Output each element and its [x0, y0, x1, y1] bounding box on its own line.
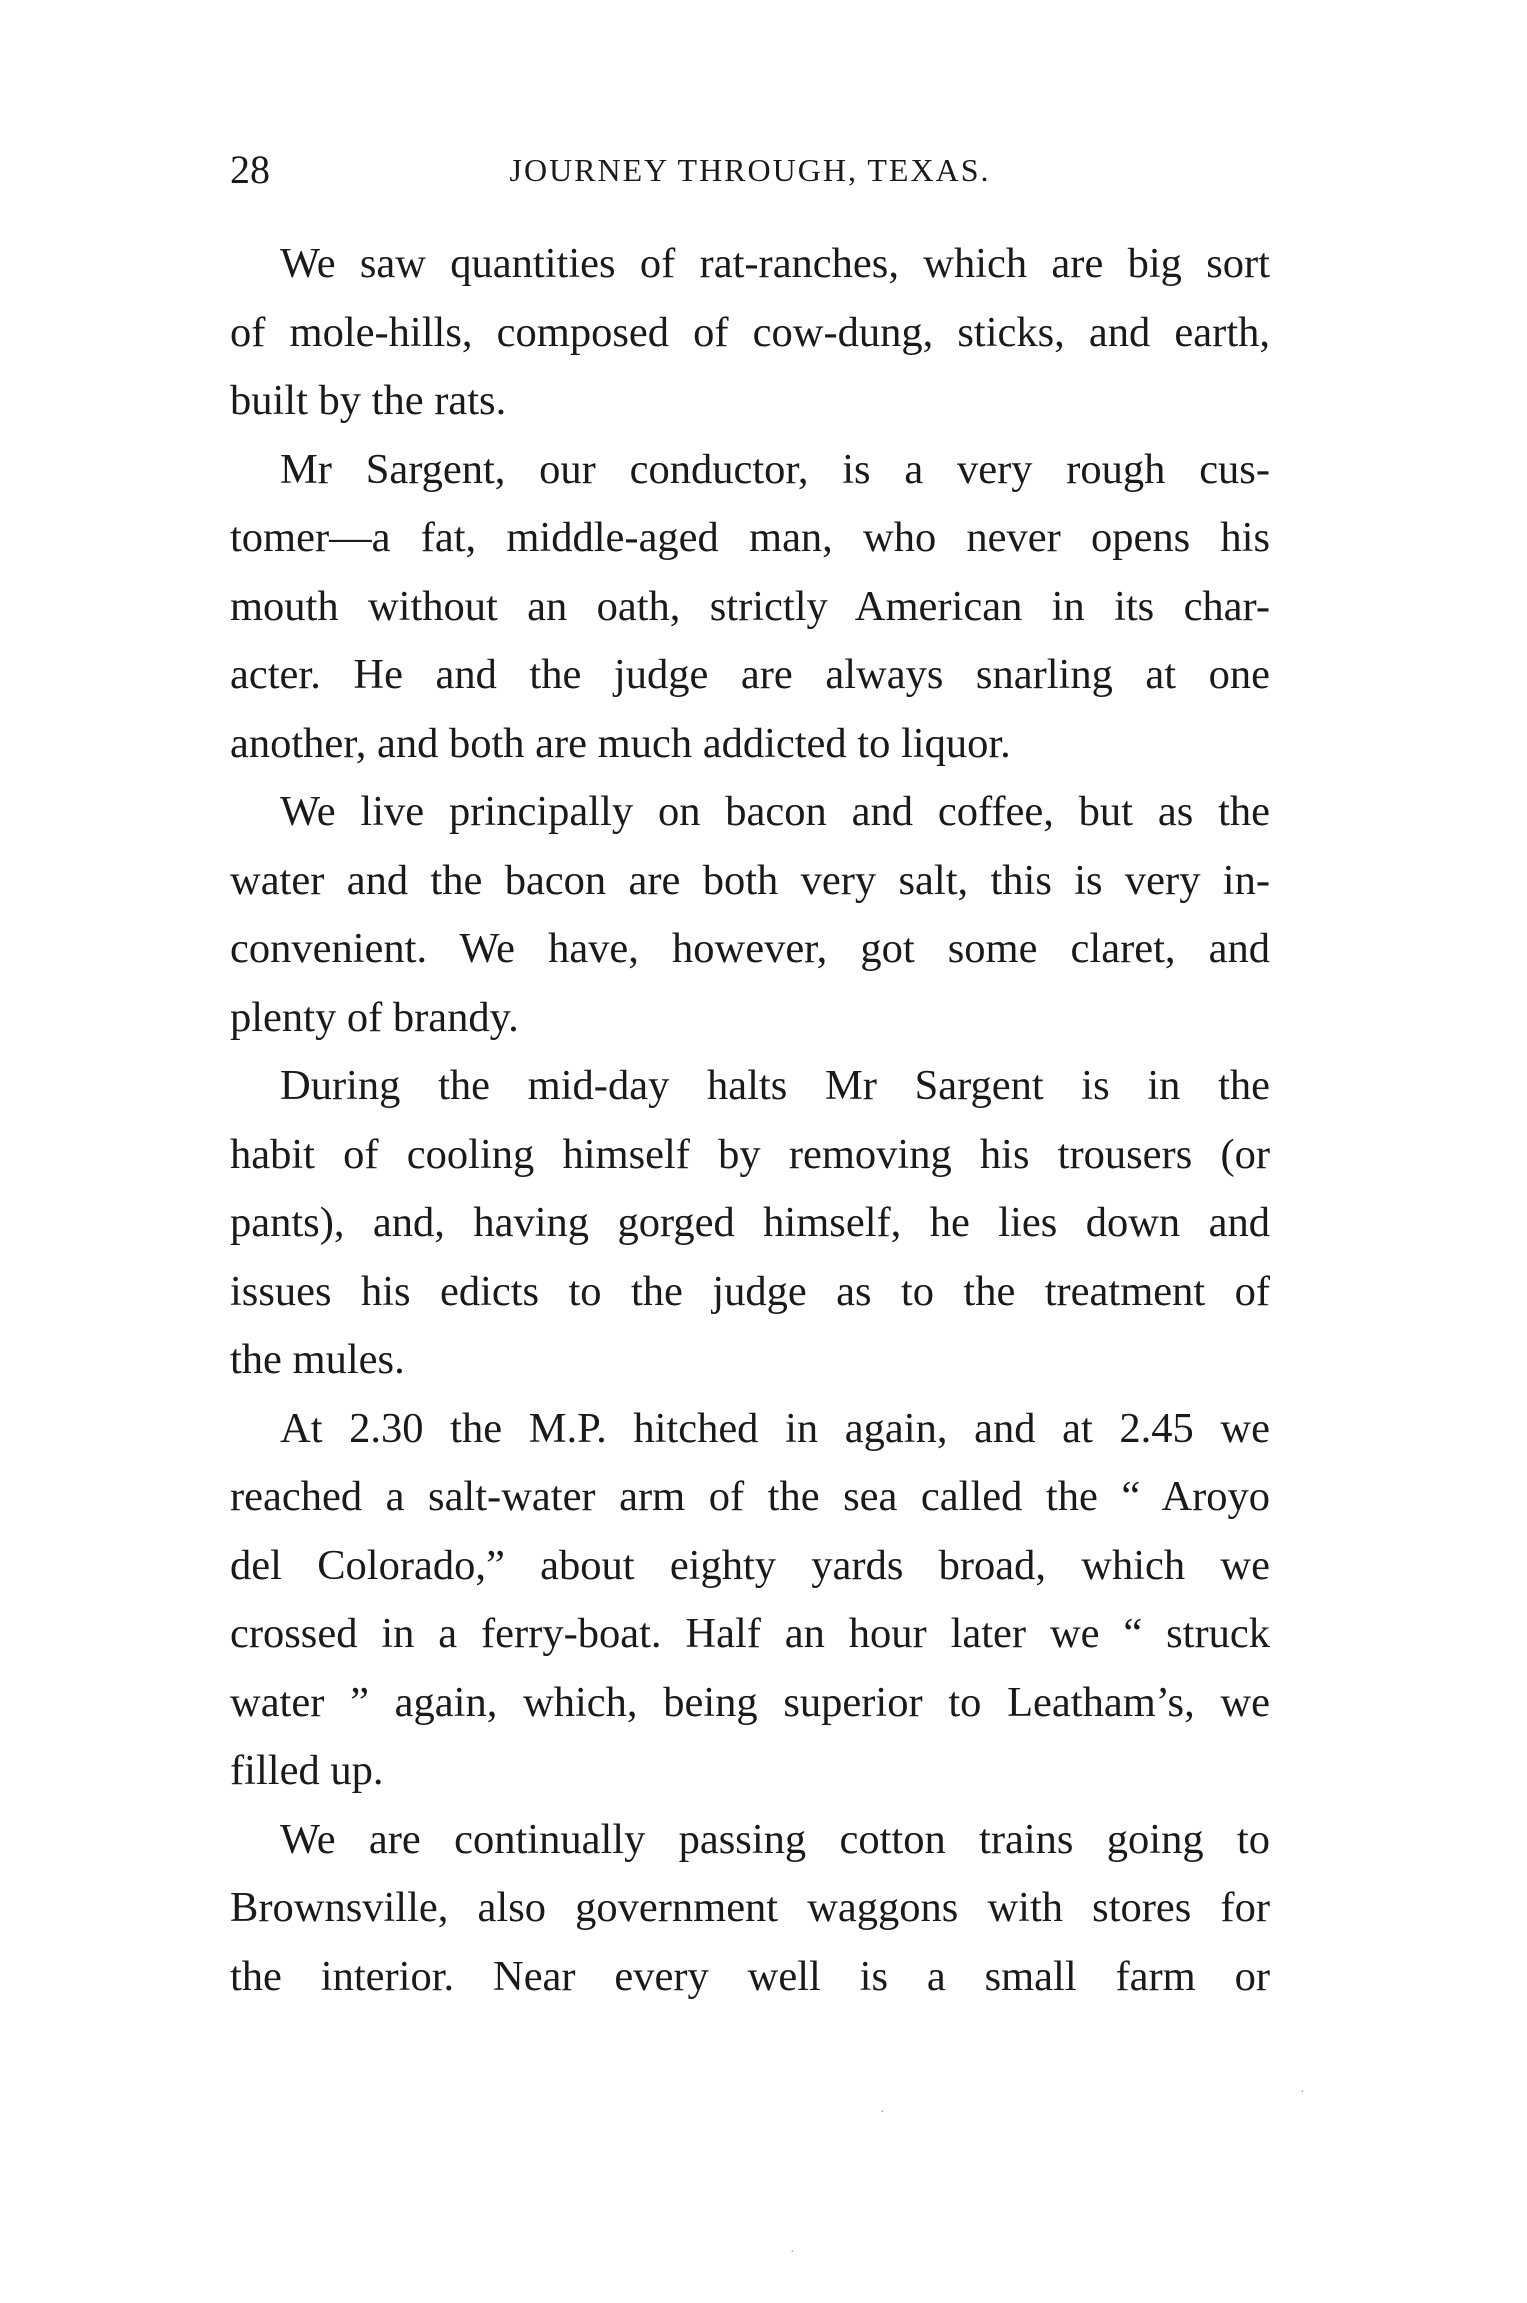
text-line: the mules.: [230, 1336, 405, 1383]
paragraph-4: [230, 1052, 1270, 1395]
text-line: tomer—a fat, middle-aged man, who never opens his: [230, 514, 1270, 561]
text-line: We live principally on bacon and coffee, but as the: [280, 788, 1270, 835]
text-line: pants), and, having gorged himself, he lies down and: [230, 1199, 1270, 1246]
text-line: We saw quantities of rat-ranches, which are big sort: [280, 240, 1270, 287]
text-line: the interior. Near every well is a small farm or: [230, 1952, 1270, 2000]
paragraph-2: [230, 436, 1270, 779]
text-line: another, and both are much addicted to liquor.: [230, 719, 1011, 767]
text-line: mouth without an oath, strictly American in its char-: [230, 582, 1270, 630]
text-line: Brownsville, also government waggons with stores for: [230, 1884, 1270, 1931]
text-line: water and the bacon are both very salt, this is very in-: [230, 856, 1270, 904]
body-text: [230, 230, 1270, 2011]
text-line: We are continually passing cotton trains going to: [280, 1815, 1270, 1863]
text-line: reached a salt-water arm of the sea called the “ Aroyo: [230, 1473, 1270, 1520]
text-line: issues his edicts to the judge as to the treatment of: [230, 1267, 1270, 1315]
text-line: At 2.30 the M.P. hitched in again, and at 2.45 we: [280, 1404, 1270, 1452]
text-line: During the mid-day halts Mr Sargent is in the: [280, 1062, 1270, 1109]
text-line: acter. He and the judge are always snarling at one: [230, 651, 1270, 698]
text-line: water ” again, which, being superior to Leatham’s, we: [230, 1678, 1270, 1726]
running-title: JOURNEY THROUGH, TEXAS.: [509, 152, 991, 188]
text-line: crossed in a ferry-boat. Half an hour later we “ struck: [230, 1610, 1270, 1657]
paragraph-1: [230, 230, 1270, 436]
running-head: [230, 140, 1270, 200]
scan-speck: ·: [790, 2245, 795, 2260]
paragraph-6: [230, 1806, 1270, 2012]
paragraph-3: [230, 778, 1270, 1052]
text-line: plenty of brandy.: [230, 993, 519, 1041]
paragraph-5: [230, 1395, 1270, 1806]
scan-speck: ·: [880, 2105, 885, 2120]
page-number: 28: [230, 147, 270, 192]
text-line: convenient. We have, however, got some claret, and: [230, 925, 1270, 972]
text-line: habit of cooling himself by removing his trousers (or: [230, 1130, 1270, 1178]
text-line: filled up.: [230, 1747, 384, 1794]
text-line: built by the rats.: [230, 377, 507, 424]
scan-speck: ·: [1300, 2085, 1305, 2100]
text-line: Mr Sargent, our conductor, is a very rough cus-: [280, 445, 1270, 493]
text-line: del Colorado,” about eighty yards broad, which we: [230, 1541, 1270, 1589]
text-line: of mole-hills, composed of cow-dung, sticks, and earth,: [230, 308, 1270, 356]
